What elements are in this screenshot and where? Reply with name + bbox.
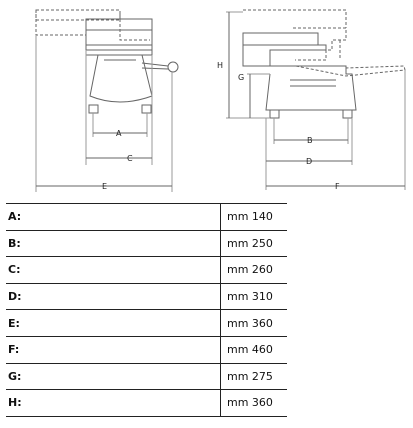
dimension-row	[6, 390, 287, 417]
dimension-value: mm 140	[221, 204, 288, 231]
dimension-key: G:	[6, 363, 221, 390]
dimension-value: mm 360	[221, 310, 288, 337]
front-knob	[168, 62, 178, 72]
dimension-row	[6, 283, 287, 310]
dim-label-a: A	[116, 129, 122, 138]
dim-label-f: F	[335, 182, 340, 191]
side-body	[266, 66, 356, 110]
dim-label-b: B	[307, 136, 313, 145]
front-lid	[86, 19, 152, 45]
dim-label-h: H	[217, 61, 224, 70]
dim-label-g: G	[238, 73, 245, 82]
side-lid	[243, 33, 326, 66]
front-lever	[142, 63, 168, 66]
dimension-row	[6, 257, 287, 284]
dimension-value: mm 275	[221, 363, 288, 390]
dim-label-e: E	[102, 182, 108, 191]
dim-label-d: D	[306, 157, 313, 166]
dimension-row	[6, 230, 287, 257]
front-lid-outline	[36, 10, 150, 40]
front-body	[90, 55, 152, 102]
dimension-value: mm 250	[221, 230, 288, 257]
dimension-row	[6, 310, 287, 337]
side-view	[226, 10, 405, 190]
dimension-row	[6, 363, 287, 390]
dimensions-table	[6, 203, 287, 417]
dimension-value: mm 360	[221, 390, 288, 417]
front-view	[36, 10, 178, 192]
dimension-key: C:	[6, 257, 221, 284]
dim-label-c: C	[127, 154, 133, 163]
front-foot-right	[142, 105, 151, 113]
side-foot-right	[343, 110, 352, 118]
front-plate	[86, 45, 152, 50]
dimension-value: mm 310	[221, 283, 288, 310]
dimension-key: B:	[6, 230, 221, 257]
dimension-key: H:	[6, 390, 221, 417]
dimension-value: mm 460	[221, 336, 288, 363]
dimension-row	[6, 336, 287, 363]
dimension-key: F:	[6, 336, 221, 363]
side-foot-left	[270, 110, 279, 118]
dimension-key: D:	[6, 283, 221, 310]
front-foot-left	[89, 105, 98, 113]
dimension-value: mm 260	[221, 257, 288, 284]
dimension-key: A:	[6, 204, 221, 231]
dimension-key: E:	[6, 310, 221, 337]
dimension-row	[6, 204, 287, 231]
technical-drawing	[0, 0, 413, 200]
